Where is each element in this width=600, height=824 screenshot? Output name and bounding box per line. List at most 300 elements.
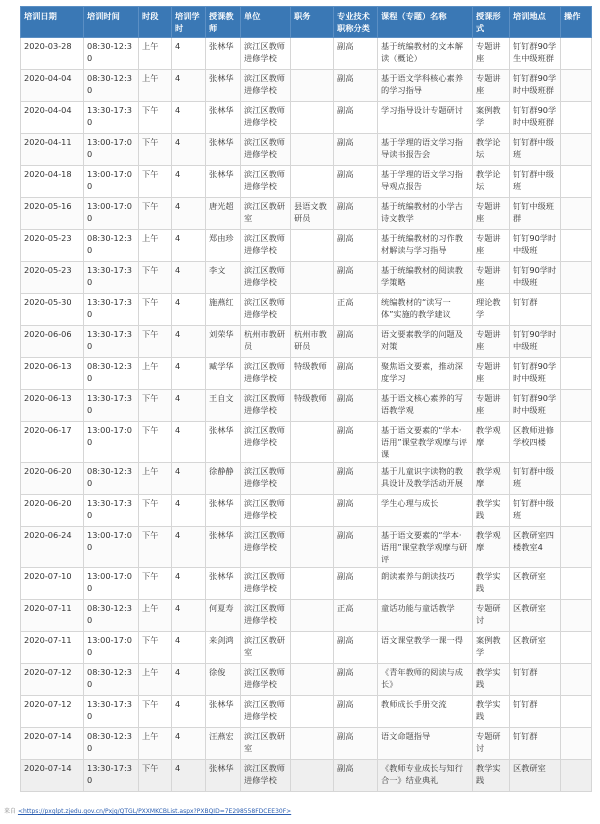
cell-unit: 滨江区教研室 bbox=[241, 728, 291, 760]
cell-location: 钉钉中级班群 bbox=[510, 198, 561, 230]
cell-date: 2020-06-17 bbox=[21, 422, 84, 463]
cell-location: 区教研室 bbox=[510, 568, 561, 600]
cell-format: 教学观摩 bbox=[473, 527, 510, 568]
cell-date: 2020-06-13 bbox=[21, 358, 84, 390]
cell-position bbox=[291, 422, 334, 463]
cell-course: 学习指导设计专题研讨 bbox=[378, 102, 473, 134]
cell-location: 区教研室四楼教室4 bbox=[510, 527, 561, 568]
cell-unit: 滨江区教师进修学校 bbox=[241, 664, 291, 696]
cell-course: 教师成长手册交流 bbox=[378, 696, 473, 728]
cell-teacher: 张林华 bbox=[206, 568, 241, 600]
cell-hours: 4 bbox=[172, 390, 206, 422]
column-header-unit: 单位 bbox=[241, 7, 291, 38]
column-header-teacher: 授课教师 bbox=[206, 7, 241, 38]
cell-position bbox=[291, 102, 334, 134]
cell-course: 语文命题指导 bbox=[378, 728, 473, 760]
cell-hours: 4 bbox=[172, 70, 206, 102]
cell-teacher: 何夏寿 bbox=[206, 600, 241, 632]
cell-unit: 滨江区教师进修学校 bbox=[241, 294, 291, 326]
cell-action[interactable] bbox=[561, 632, 592, 664]
cell-unit: 滨江区教师进修学校 bbox=[241, 422, 291, 463]
cell-teacher: 施燕红 bbox=[206, 294, 241, 326]
cell-hours: 4 bbox=[172, 262, 206, 294]
cell-hours: 4 bbox=[172, 422, 206, 463]
cell-course: 语文课堂教学一课一得 bbox=[378, 632, 473, 664]
cell-teacher: 徐静静 bbox=[206, 463, 241, 495]
cell-unit: 滨江区教师进修学校 bbox=[241, 390, 291, 422]
cell-teacher: 臧学华 bbox=[206, 358, 241, 390]
cell-location: 钉钉90学时中级班 bbox=[510, 326, 561, 358]
cell-period: 上午 bbox=[139, 600, 172, 632]
cell-unit: 滨江区教师进修学校 bbox=[241, 495, 291, 527]
cell-position: 特级教师 bbox=[291, 358, 334, 390]
cell-time: 08:30-12:30 bbox=[84, 70, 139, 102]
table-row bbox=[21, 134, 592, 166]
column-header-period: 时段 bbox=[139, 7, 172, 38]
cell-period: 下午 bbox=[139, 166, 172, 198]
cell-date: 2020-03-28 bbox=[21, 38, 84, 70]
cell-action[interactable] bbox=[561, 230, 592, 262]
cell-location: 钉钉群 bbox=[510, 696, 561, 728]
cell-period: 上午 bbox=[139, 70, 172, 102]
cell-position bbox=[291, 230, 334, 262]
cell-position bbox=[291, 38, 334, 70]
cell-date: 2020-06-20 bbox=[21, 463, 84, 495]
cell-position: 县语文教研员 bbox=[291, 198, 334, 230]
cell-title-class: 副高 bbox=[334, 134, 378, 166]
table-body bbox=[21, 38, 592, 792]
cell-date: 2020-04-04 bbox=[21, 102, 84, 134]
cell-time: 13:00-17:00 bbox=[84, 527, 139, 568]
cell-hours: 4 bbox=[172, 294, 206, 326]
cell-title-class: 副高 bbox=[334, 326, 378, 358]
cell-format: 案例教学 bbox=[473, 102, 510, 134]
cell-hours: 4 bbox=[172, 527, 206, 568]
cell-unit: 滨江区教师进修学校 bbox=[241, 696, 291, 728]
cell-time: 13:00-17:00 bbox=[84, 166, 139, 198]
source-link[interactable]: <https://pxglpt.zjedu.gov.cn/Pxjg/QTGL/PXXMKCBList.aspx?PXBQID=7E298558FDCEE30F> bbox=[17, 808, 292, 815]
cell-location: 钉钉群 bbox=[510, 294, 561, 326]
cell-time: 08:30-12:30 bbox=[84, 728, 139, 760]
cell-teacher: 张林华 bbox=[206, 696, 241, 728]
cell-format: 专题研讨 bbox=[473, 728, 510, 760]
cell-course: 基于语文学科核心素养的学习指导 bbox=[378, 70, 473, 102]
cell-position: 杭州市教研员 bbox=[291, 326, 334, 358]
table-row bbox=[21, 664, 592, 696]
cell-location: 钉钉群90学时中级班 bbox=[510, 390, 561, 422]
cell-period: 下午 bbox=[139, 326, 172, 358]
cell-format: 专题讲座 bbox=[473, 198, 510, 230]
cell-title-class: 副高 bbox=[334, 568, 378, 600]
cell-course: 基于儿童识字读物的教具设计及教学活动开展 bbox=[378, 463, 473, 495]
cell-position bbox=[291, 527, 334, 568]
column-header-title-class: 专业技术职称分类 bbox=[334, 7, 378, 38]
cell-time: 13:30-17:30 bbox=[84, 390, 139, 422]
cell-hours: 4 bbox=[172, 463, 206, 495]
cell-time: 13:00-17:00 bbox=[84, 198, 139, 230]
cell-unit: 滨江区教师进修学校 bbox=[241, 134, 291, 166]
cell-action[interactable] bbox=[561, 70, 592, 102]
table-row bbox=[21, 358, 592, 390]
cell-action[interactable] bbox=[561, 664, 592, 696]
cell-time: 08:30-12:30 bbox=[84, 38, 139, 70]
cell-teacher: 张林华 bbox=[206, 38, 241, 70]
table-row bbox=[21, 294, 592, 326]
cell-format: 专题研讨 bbox=[473, 600, 510, 632]
cell-title-class: 副高 bbox=[334, 262, 378, 294]
cell-position bbox=[291, 262, 334, 294]
cell-position bbox=[291, 463, 334, 495]
cell-format: 专题讲座 bbox=[473, 70, 510, 102]
table-row bbox=[21, 760, 592, 792]
cell-course: 朗读素养与朗读技巧 bbox=[378, 568, 473, 600]
cell-action[interactable] bbox=[561, 600, 592, 632]
cell-format: 案例教学 bbox=[473, 632, 510, 664]
cell-hours: 4 bbox=[172, 495, 206, 527]
cell-period: 下午 bbox=[139, 294, 172, 326]
cell-location: 区教研室 bbox=[510, 632, 561, 664]
cell-teacher: 徐俊 bbox=[206, 664, 241, 696]
cell-hours: 4 bbox=[172, 230, 206, 262]
cell-title-class: 副高 bbox=[334, 166, 378, 198]
cell-title-class: 副高 bbox=[334, 760, 378, 792]
cell-course: 基于语文要素的“学本·语用”课堂教学观摩与评课 bbox=[378, 422, 473, 463]
cell-hours: 4 bbox=[172, 632, 206, 664]
cell-location: 钉钉群中级班 bbox=[510, 495, 561, 527]
cell-date: 2020-07-11 bbox=[21, 632, 84, 664]
cell-period: 上午 bbox=[139, 664, 172, 696]
cell-teacher: 李文 bbox=[206, 262, 241, 294]
cell-period: 下午 bbox=[139, 760, 172, 792]
table-row bbox=[21, 632, 592, 664]
cell-time: 13:30-17:30 bbox=[84, 696, 139, 728]
cell-date: 2020-06-06 bbox=[21, 326, 84, 358]
cell-position bbox=[291, 664, 334, 696]
table-row bbox=[21, 326, 592, 358]
cell-title-class: 副高 bbox=[334, 38, 378, 70]
cell-course: 基于统编教材的小学古诗文教学 bbox=[378, 198, 473, 230]
cell-unit: 滨江区教师进修学校 bbox=[241, 600, 291, 632]
cell-action[interactable] bbox=[561, 760, 592, 792]
cell-action[interactable] bbox=[561, 166, 592, 198]
cell-location: 钉钉群 bbox=[510, 664, 561, 696]
cell-time: 08:30-12:30 bbox=[84, 358, 139, 390]
cell-time: 13:00-17:00 bbox=[84, 568, 139, 600]
cell-hours: 4 bbox=[172, 198, 206, 230]
cell-time: 13:30-17:30 bbox=[84, 326, 139, 358]
cell-action[interactable] bbox=[561, 463, 592, 495]
cell-period: 下午 bbox=[139, 198, 172, 230]
cell-date: 2020-07-14 bbox=[21, 728, 84, 760]
cell-unit: 滨江区教师进修学校 bbox=[241, 568, 291, 600]
cell-date: 2020-07-12 bbox=[21, 696, 84, 728]
cell-time: 13:00-17:00 bbox=[84, 134, 139, 166]
cell-time: 13:30-17:30 bbox=[84, 294, 139, 326]
table-row bbox=[21, 38, 592, 70]
cell-action[interactable] bbox=[561, 728, 592, 760]
cell-course: 基于语文核心素养的写语教学观 bbox=[378, 390, 473, 422]
cell-period: 下午 bbox=[139, 422, 172, 463]
cell-course: 童话功能与童话教学 bbox=[378, 600, 473, 632]
cell-course: 聚焦语文要素，推动深度学习 bbox=[378, 358, 473, 390]
cell-format: 专题讲座 bbox=[473, 262, 510, 294]
cell-title-class: 副高 bbox=[334, 390, 378, 422]
cell-position bbox=[291, 134, 334, 166]
cell-action[interactable] bbox=[561, 390, 592, 422]
cell-action[interactable] bbox=[561, 134, 592, 166]
cell-date: 2020-05-23 bbox=[21, 230, 84, 262]
cell-location: 区教研室 bbox=[510, 600, 561, 632]
cell-format: 专题讲座 bbox=[473, 38, 510, 70]
cell-teacher: 张林华 bbox=[206, 527, 241, 568]
cell-title-class: 副高 bbox=[334, 198, 378, 230]
cell-title-class: 正高 bbox=[334, 600, 378, 632]
table-row bbox=[21, 728, 592, 760]
cell-action[interactable] bbox=[561, 262, 592, 294]
cell-teacher: 张林华 bbox=[206, 166, 241, 198]
table-header-row bbox=[21, 7, 592, 38]
cell-hours: 4 bbox=[172, 600, 206, 632]
cell-course: 《青年教师的阅读与成长》 bbox=[378, 664, 473, 696]
cell-period: 下午 bbox=[139, 527, 172, 568]
cell-action[interactable] bbox=[561, 326, 592, 358]
cell-format: 专题讲座 bbox=[473, 390, 510, 422]
table-row bbox=[21, 696, 592, 728]
cell-location: 区教师进修学校四楼 bbox=[510, 422, 561, 463]
table-row bbox=[21, 527, 592, 568]
cell-position bbox=[291, 600, 334, 632]
cell-course: 基于学理的语文学习指导读书报告会 bbox=[378, 134, 473, 166]
cell-title-class: 副高 bbox=[334, 358, 378, 390]
cell-period: 下午 bbox=[139, 262, 172, 294]
column-header-location: 培训地点 bbox=[510, 7, 561, 38]
cell-hours: 4 bbox=[172, 760, 206, 792]
cell-date: 2020-04-18 bbox=[21, 166, 84, 198]
cell-format: 教学实践 bbox=[473, 568, 510, 600]
cell-unit: 滨江区教师进修学校 bbox=[241, 230, 291, 262]
cell-title-class: 副高 bbox=[334, 728, 378, 760]
cell-course: 统编教材的“读写一体”实施的教学建议 bbox=[378, 294, 473, 326]
cell-hours: 4 bbox=[172, 38, 206, 70]
cell-course: 基于统编教材的文本解读（概论） bbox=[378, 38, 473, 70]
cell-course: 语文要素教学的问题及对策 bbox=[378, 326, 473, 358]
table-row bbox=[21, 390, 592, 422]
cell-location: 钉钉90学时中级班 bbox=[510, 262, 561, 294]
cell-period: 下午 bbox=[139, 696, 172, 728]
table-row bbox=[21, 262, 592, 294]
cell-title-class: 副高 bbox=[334, 495, 378, 527]
cell-title-class: 副高 bbox=[334, 527, 378, 568]
cell-title-class: 副高 bbox=[334, 696, 378, 728]
training-schedule-table bbox=[20, 6, 592, 792]
cell-time: 08:30-12:30 bbox=[84, 664, 139, 696]
cell-action[interactable] bbox=[561, 568, 592, 600]
cell-action[interactable] bbox=[561, 358, 592, 390]
cell-period: 下午 bbox=[139, 390, 172, 422]
cell-action[interactable] bbox=[561, 198, 592, 230]
cell-teacher: 郑由珍 bbox=[206, 230, 241, 262]
cell-time: 13:30-17:30 bbox=[84, 495, 139, 527]
cell-period: 上午 bbox=[139, 358, 172, 390]
column-header-time: 培训时间 bbox=[84, 7, 139, 38]
cell-format: 专题讲座 bbox=[473, 230, 510, 262]
cell-date: 2020-04-11 bbox=[21, 134, 84, 166]
cell-period: 下午 bbox=[139, 102, 172, 134]
cell-date: 2020-07-11 bbox=[21, 600, 84, 632]
cell-course: 基于统编教材的习作教材解读与学习指导 bbox=[378, 230, 473, 262]
cell-teacher: 张林华 bbox=[206, 102, 241, 134]
cell-location: 钉钉90学时中级班 bbox=[510, 230, 561, 262]
cell-format: 教学实践 bbox=[473, 696, 510, 728]
cell-date: 2020-06-13 bbox=[21, 390, 84, 422]
cell-teacher: 来剑鸿 bbox=[206, 632, 241, 664]
cell-date: 2020-04-04 bbox=[21, 70, 84, 102]
cell-location: 钉钉群中级班 bbox=[510, 166, 561, 198]
cell-time: 08:30-12:30 bbox=[84, 230, 139, 262]
cell-hours: 4 bbox=[172, 568, 206, 600]
cell-action[interactable] bbox=[561, 294, 592, 326]
cell-position: 特级教师 bbox=[291, 390, 334, 422]
cell-teacher: 张林华 bbox=[206, 760, 241, 792]
cell-location: 钉钉群90学时中级班 bbox=[510, 358, 561, 390]
cell-position bbox=[291, 696, 334, 728]
cell-period: 上午 bbox=[139, 230, 172, 262]
column-header-position: 职务 bbox=[291, 7, 334, 38]
cell-action[interactable] bbox=[561, 102, 592, 134]
cell-time: 13:30-17:30 bbox=[84, 760, 139, 792]
cell-title-class: 副高 bbox=[334, 463, 378, 495]
cell-date: 2020-06-20 bbox=[21, 495, 84, 527]
cell-location: 钉钉群90学时中级班群 bbox=[510, 70, 561, 102]
cell-position bbox=[291, 632, 334, 664]
cell-period: 上午 bbox=[139, 38, 172, 70]
cell-unit: 滨江区教师进修学校 bbox=[241, 463, 291, 495]
cell-hours: 4 bbox=[172, 358, 206, 390]
cell-teacher: 张林华 bbox=[206, 134, 241, 166]
cell-format: 教学实践 bbox=[473, 495, 510, 527]
cell-unit: 滨江区教研室 bbox=[241, 198, 291, 230]
cell-hours: 4 bbox=[172, 102, 206, 134]
cell-position bbox=[291, 294, 334, 326]
cell-date: 2020-05-23 bbox=[21, 262, 84, 294]
table-row bbox=[21, 230, 592, 262]
cell-hours: 4 bbox=[172, 728, 206, 760]
cell-course: 《教师专业成长与知行合一》结业典礼 bbox=[378, 760, 473, 792]
cell-date: 2020-07-12 bbox=[21, 664, 84, 696]
cell-position bbox=[291, 568, 334, 600]
cell-action[interactable] bbox=[561, 495, 592, 527]
cell-position bbox=[291, 760, 334, 792]
cell-format: 教学观摩 bbox=[473, 422, 510, 463]
cell-hours: 4 bbox=[172, 696, 206, 728]
cell-title-class: 正高 bbox=[334, 294, 378, 326]
column-header-action: 操作 bbox=[561, 7, 592, 38]
cell-location: 钉钉群中级班 bbox=[510, 463, 561, 495]
cell-period: 下午 bbox=[139, 632, 172, 664]
table-row bbox=[21, 166, 592, 198]
cell-action[interactable] bbox=[561, 527, 592, 568]
cell-time: 08:30-12:30 bbox=[84, 600, 139, 632]
cell-format: 理论教学 bbox=[473, 294, 510, 326]
table-row bbox=[21, 600, 592, 632]
cell-unit: 滨江区教师进修学校 bbox=[241, 38, 291, 70]
cell-time: 13:00-17:00 bbox=[84, 632, 139, 664]
schedule-container bbox=[20, 6, 591, 792]
cell-date: 2020-07-14 bbox=[21, 760, 84, 792]
cell-position bbox=[291, 70, 334, 102]
cell-location: 钉钉群 bbox=[510, 728, 561, 760]
cell-time: 08:30-12:30 bbox=[84, 463, 139, 495]
cell-format: 专题讲座 bbox=[473, 326, 510, 358]
cell-teacher: 张林华 bbox=[206, 495, 241, 527]
column-header-date: 培训日期 bbox=[21, 7, 84, 38]
cell-position bbox=[291, 728, 334, 760]
cell-format: 教学实践 bbox=[473, 760, 510, 792]
cell-unit: 滨江区教师进修学校 bbox=[241, 527, 291, 568]
cell-unit: 滨江区教师进修学校 bbox=[241, 358, 291, 390]
cell-date: 2020-07-10 bbox=[21, 568, 84, 600]
cell-teacher: 刘荣华 bbox=[206, 326, 241, 358]
cell-position bbox=[291, 495, 334, 527]
cell-title-class: 副高 bbox=[334, 102, 378, 134]
cell-unit: 滨江区教师进修学校 bbox=[241, 166, 291, 198]
table-row bbox=[21, 198, 592, 230]
cell-unit: 滨江区教师进修学校 bbox=[241, 102, 291, 134]
column-header-format: 授课形式 bbox=[473, 7, 510, 38]
cell-action[interactable] bbox=[561, 38, 592, 70]
cell-location: 钉钉群90学时中级班群 bbox=[510, 102, 561, 134]
cell-period: 上午 bbox=[139, 728, 172, 760]
cell-course: 基于统编教材的阅读教学策略 bbox=[378, 262, 473, 294]
cell-unit: 杭州市教研员 bbox=[241, 326, 291, 358]
table-row bbox=[21, 495, 592, 527]
cell-course: 基于语文要素的“学本·语用”课堂教学观摩与研评 bbox=[378, 527, 473, 568]
cell-unit: 滨江区教师进修学校 bbox=[241, 262, 291, 294]
cell-date: 2020-05-16 bbox=[21, 198, 84, 230]
cell-format: 教学论坛 bbox=[473, 166, 510, 198]
cell-unit: 滨江区教师进修学校 bbox=[241, 760, 291, 792]
cell-position bbox=[291, 166, 334, 198]
cell-location: 区教研室 bbox=[510, 760, 561, 792]
cell-title-class: 副高 bbox=[334, 70, 378, 102]
cell-action[interactable] bbox=[561, 696, 592, 728]
cell-time: 13:00-17:00 bbox=[84, 422, 139, 463]
cell-unit: 滨江区教研室 bbox=[241, 632, 291, 664]
cell-title-class: 副高 bbox=[334, 632, 378, 664]
cell-period: 下午 bbox=[139, 495, 172, 527]
table-row bbox=[21, 70, 592, 102]
cell-period: 下午 bbox=[139, 134, 172, 166]
cell-location: 钉钉群90学生中级班群 bbox=[510, 38, 561, 70]
source-label: 来自 bbox=[4, 808, 17, 815]
cell-action[interactable] bbox=[561, 422, 592, 463]
cell-course: 基于学理的语文学习指导观点报告 bbox=[378, 166, 473, 198]
cell-hours: 4 bbox=[172, 166, 206, 198]
cell-unit: 滨江区教师进修学校 bbox=[241, 70, 291, 102]
cell-course: 学生心理与成长 bbox=[378, 495, 473, 527]
cell-title-class: 副高 bbox=[334, 422, 378, 463]
cell-period: 上午 bbox=[139, 463, 172, 495]
source-note bbox=[4, 806, 291, 815]
cell-date: 2020-05-30 bbox=[21, 294, 84, 326]
cell-location: 钉钉群中级班 bbox=[510, 134, 561, 166]
column-header-course: 课程（专题）名称 bbox=[378, 7, 473, 38]
table-row bbox=[21, 568, 592, 600]
cell-teacher: 王自文 bbox=[206, 390, 241, 422]
cell-format: 教学实践 bbox=[473, 664, 510, 696]
cell-format: 专题讲座 bbox=[473, 358, 510, 390]
cell-title-class: 副高 bbox=[334, 664, 378, 696]
